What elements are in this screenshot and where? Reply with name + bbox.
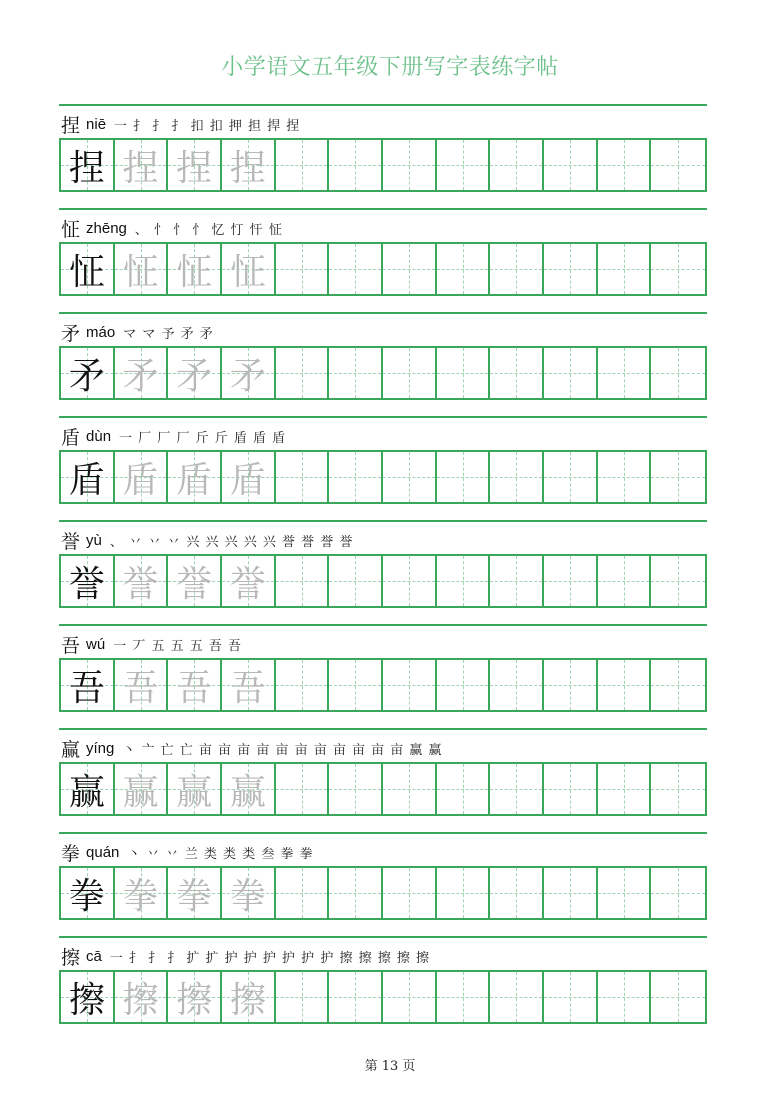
trace-character: 擦 (229, 979, 266, 1021)
trace-cell (115, 140, 169, 190)
row-divider (59, 312, 707, 314)
practice-cell[interactable] (329, 348, 383, 398)
trace-character: 拳 (229, 875, 266, 917)
practice-cell[interactable] (437, 868, 491, 918)
practice-cell[interactable] (490, 764, 544, 814)
trace-character: 赢 (229, 771, 266, 813)
practice-row (59, 520, 707, 630)
writing-grid (59, 242, 707, 296)
trace-cell (168, 140, 222, 190)
practice-cell[interactable] (544, 764, 598, 814)
trace-character: 矛 (229, 355, 266, 397)
practice-cell[interactable] (329, 244, 383, 294)
practice-cell[interactable] (329, 556, 383, 606)
practice-cell[interactable] (437, 348, 491, 398)
trace-cell (222, 140, 276, 190)
practice-cell[interactable] (437, 452, 491, 502)
practice-cell[interactable] (329, 972, 383, 1022)
trace-cell (115, 868, 169, 918)
practice-cell[interactable] (490, 972, 544, 1022)
model-cell (61, 868, 115, 918)
trace-character: 怔 (122, 251, 159, 293)
practice-cell[interactable] (544, 556, 598, 606)
practice-cell[interactable] (490, 348, 544, 398)
practice-cell[interactable] (598, 452, 652, 502)
practice-cell[interactable] (598, 764, 652, 814)
practice-cell[interactable] (437, 972, 491, 1022)
trace-character: 拳 (176, 875, 213, 917)
practice-cell[interactable] (383, 660, 437, 710)
practice-cell[interactable] (651, 140, 705, 190)
practice-cell[interactable] (329, 764, 383, 814)
trace-cell (222, 556, 276, 606)
practice-cell[interactable] (437, 660, 491, 710)
practice-cell[interactable] (276, 660, 330, 710)
practice-cell[interactable] (276, 348, 330, 398)
trace-character: 擦 (176, 979, 213, 1021)
practice-cell[interactable] (276, 452, 330, 502)
practice-cell[interactable] (383, 556, 437, 606)
model-character: 拳 (68, 875, 105, 917)
trace-cell (115, 556, 169, 606)
practice-cell[interactable] (490, 660, 544, 710)
trace-cell (168, 764, 222, 814)
trace-cell (168, 452, 222, 502)
pinyin: dùn (86, 427, 112, 445)
practice-cell[interactable] (544, 348, 598, 398)
model-cell (61, 244, 115, 294)
writing-grid (59, 138, 707, 192)
writing-grid (59, 554, 707, 608)
practice-cell[interactable] (598, 660, 652, 710)
trace-character: 矛 (176, 355, 213, 397)
stroke-order: 丶 丷 丷 兰 类 类 类 叁 拳 拳 (127, 846, 314, 862)
stroke-order: 一 扌 扌 扌 扩 扩 护 护 护 护 护 护 擦 擦 擦 擦 擦 (109, 950, 430, 966)
writing-grid (59, 866, 707, 920)
pinyin: zhēng (86, 219, 127, 237)
writing-grid (59, 970, 707, 1024)
writing-grid (59, 762, 707, 816)
practice-row (59, 312, 707, 422)
trace-cell (222, 764, 276, 814)
stroke-order: 、 丷 丷 丷 兴 兴 兴 兴 兴 誉 誉 誉 誉 (109, 534, 354, 550)
trace-cell (168, 244, 222, 294)
model-character: 怔 (68, 251, 105, 293)
practice-cell[interactable] (651, 660, 705, 710)
trace-character: 矛 (122, 355, 159, 397)
trace-cell (222, 972, 276, 1022)
practice-cell[interactable] (276, 556, 330, 606)
header-character: 誉 (61, 530, 81, 553)
row-divider (59, 728, 707, 730)
model-character: 矛 (68, 355, 105, 397)
trace-cell (115, 348, 169, 398)
practice-cell[interactable] (383, 972, 437, 1022)
practice-cell[interactable] (329, 452, 383, 502)
header-character: 捏 (61, 114, 81, 137)
page-number: 第 13 页 (364, 1059, 416, 1074)
row-divider (59, 416, 707, 418)
trace-character: 赢 (122, 771, 159, 813)
trace-cell (222, 868, 276, 918)
trace-cell (115, 452, 169, 502)
trace-cell (168, 556, 222, 606)
practice-cell[interactable] (598, 244, 652, 294)
practice-cell[interactable] (544, 972, 598, 1022)
trace-character: 誉 (122, 563, 159, 605)
row-divider (59, 832, 707, 834)
trace-cell (168, 660, 222, 710)
practice-row (59, 832, 707, 942)
practice-cell[interactable] (651, 972, 705, 1022)
trace-character: 拳 (122, 875, 159, 917)
pinyin: quán (86, 843, 120, 861)
practice-cell[interactable] (544, 452, 598, 502)
row-header (61, 424, 286, 448)
trace-cell (115, 244, 169, 294)
header-character: 吾 (61, 634, 81, 657)
practice-cell[interactable] (383, 140, 437, 190)
practice-cell[interactable] (651, 868, 705, 918)
practice-cell[interactable] (383, 764, 437, 814)
practice-cell[interactable] (383, 244, 437, 294)
model-character: 擦 (68, 979, 105, 1021)
practice-cell[interactable] (544, 140, 598, 190)
row-divider (59, 104, 707, 106)
practice-row (59, 416, 707, 526)
practice-row (59, 936, 707, 1046)
trace-cell (222, 660, 276, 710)
header-character: 盾 (61, 426, 81, 449)
pinyin: cā (86, 947, 102, 965)
model-cell (61, 556, 115, 606)
row-divider (59, 208, 707, 210)
row-header (61, 944, 430, 968)
header-character: 赢 (61, 738, 81, 761)
model-character: 捏 (68, 147, 105, 189)
practice-cell[interactable] (383, 348, 437, 398)
writing-grid (59, 658, 707, 712)
writing-grid (59, 450, 707, 504)
practice-cell[interactable] (437, 556, 491, 606)
practice-cell[interactable] (598, 972, 652, 1022)
trace-character: 盾 (122, 459, 159, 501)
trace-cell (222, 348, 276, 398)
trace-cell (115, 660, 169, 710)
trace-character: 吾 (229, 667, 266, 709)
practice-row (59, 624, 707, 734)
trace-character: 捏 (122, 147, 159, 189)
practice-cell[interactable] (544, 868, 598, 918)
row-divider (59, 624, 707, 626)
trace-cell (222, 452, 276, 502)
practice-row (59, 208, 707, 318)
practice-row (59, 104, 707, 214)
practice-cell[interactable] (329, 660, 383, 710)
stroke-order: 一 丆 五 五 五 吾 吾 (113, 638, 242, 654)
header-character: 矛 (61, 322, 81, 345)
practice-cell[interactable] (598, 868, 652, 918)
trace-cell (115, 972, 169, 1022)
writing-grid (59, 346, 707, 400)
stroke-order: 、 忄 忄 忄 忆 忊 忓 怔 (134, 222, 283, 238)
trace-character: 誉 (176, 563, 213, 605)
pinyin: wú (86, 635, 106, 653)
practice-cell[interactable] (490, 868, 544, 918)
practice-cell[interactable] (383, 868, 437, 918)
trace-cell (168, 348, 222, 398)
practice-cell[interactable] (544, 244, 598, 294)
stroke-order: マ マ 予 矛 矛 (123, 326, 214, 342)
row-header (61, 320, 214, 344)
pinyin: yù (86, 531, 102, 549)
practice-cell[interactable] (276, 972, 330, 1022)
model-cell (61, 348, 115, 398)
practice-cell[interactable] (598, 556, 652, 606)
practice-cell[interactable] (490, 140, 544, 190)
trace-character: 擦 (122, 979, 159, 1021)
practice-cell[interactable] (276, 764, 330, 814)
practice-cell[interactable] (329, 868, 383, 918)
practice-cell[interactable] (651, 556, 705, 606)
practice-cell[interactable] (598, 140, 652, 190)
model-cell (61, 140, 115, 190)
trace-character: 盾 (176, 459, 213, 501)
model-cell (61, 660, 115, 710)
header-character: 怔 (61, 218, 81, 241)
trace-character: 赢 (176, 771, 213, 813)
model-character: 赢 (68, 771, 105, 813)
trace-character: 吾 (122, 667, 159, 709)
trace-character: 怔 (229, 251, 266, 293)
trace-cell (168, 868, 222, 918)
practice-cell[interactable] (437, 764, 491, 814)
practice-cell[interactable] (276, 244, 330, 294)
model-cell (61, 764, 115, 814)
row-header (61, 736, 443, 760)
trace-cell (168, 972, 222, 1022)
practice-cell[interactable] (651, 348, 705, 398)
model-cell (61, 452, 115, 502)
row-divider (59, 936, 707, 938)
trace-character: 捏 (176, 147, 213, 189)
trace-cell (222, 244, 276, 294)
practice-cell[interactable] (437, 140, 491, 190)
header-character: 擦 (61, 946, 81, 969)
row-header (61, 528, 353, 552)
practice-row (59, 728, 707, 838)
row-header (61, 216, 283, 240)
row-header (61, 632, 242, 656)
practice-cell[interactable] (276, 140, 330, 190)
practice-cell[interactable] (651, 452, 705, 502)
practice-cell[interactable] (598, 348, 652, 398)
practice-cell[interactable] (383, 452, 437, 502)
practice-cell[interactable] (490, 556, 544, 606)
stroke-order: 一 厂 厂 厂 斤 斤 盾 盾 盾 (119, 430, 287, 446)
header-character: 拳 (61, 842, 81, 865)
practice-cell[interactable] (651, 244, 705, 294)
pinyin: yíng (86, 739, 115, 757)
practice-cell[interactable] (276, 868, 330, 918)
row-divider (59, 520, 707, 522)
model-character: 誉 (68, 563, 105, 605)
practice-cell[interactable] (437, 244, 491, 294)
row-header (61, 840, 314, 864)
row-header (61, 112, 300, 136)
model-cell (61, 972, 115, 1022)
trace-character: 盾 (229, 459, 266, 501)
pinyin: máo (86, 323, 116, 341)
trace-character: 捏 (229, 147, 266, 189)
trace-character: 吾 (176, 667, 213, 709)
practice-cell[interactable] (544, 660, 598, 710)
trace-character: 誉 (229, 563, 266, 605)
trace-cell (115, 764, 169, 814)
practice-cell[interactable] (651, 764, 705, 814)
stroke-order: 一 扌 扌 扌 扣 扣 押 担 捍 捏 (114, 118, 301, 134)
trace-character: 怔 (176, 251, 213, 293)
practice-cell[interactable] (329, 140, 383, 190)
pinyin: niē (86, 115, 107, 133)
practice-cell[interactable] (490, 452, 544, 502)
page-title: 小学语文五年级下册写字表练字帖 (221, 55, 559, 80)
stroke-order: 丶 亠 亡 亡 亩 亩 亩 亩 亩 亩 亩 亩 亩 亩 亩 赢 赢 (122, 742, 443, 758)
model-character: 吾 (68, 667, 105, 709)
practice-cell[interactable] (490, 244, 544, 294)
model-character: 盾 (68, 459, 105, 501)
